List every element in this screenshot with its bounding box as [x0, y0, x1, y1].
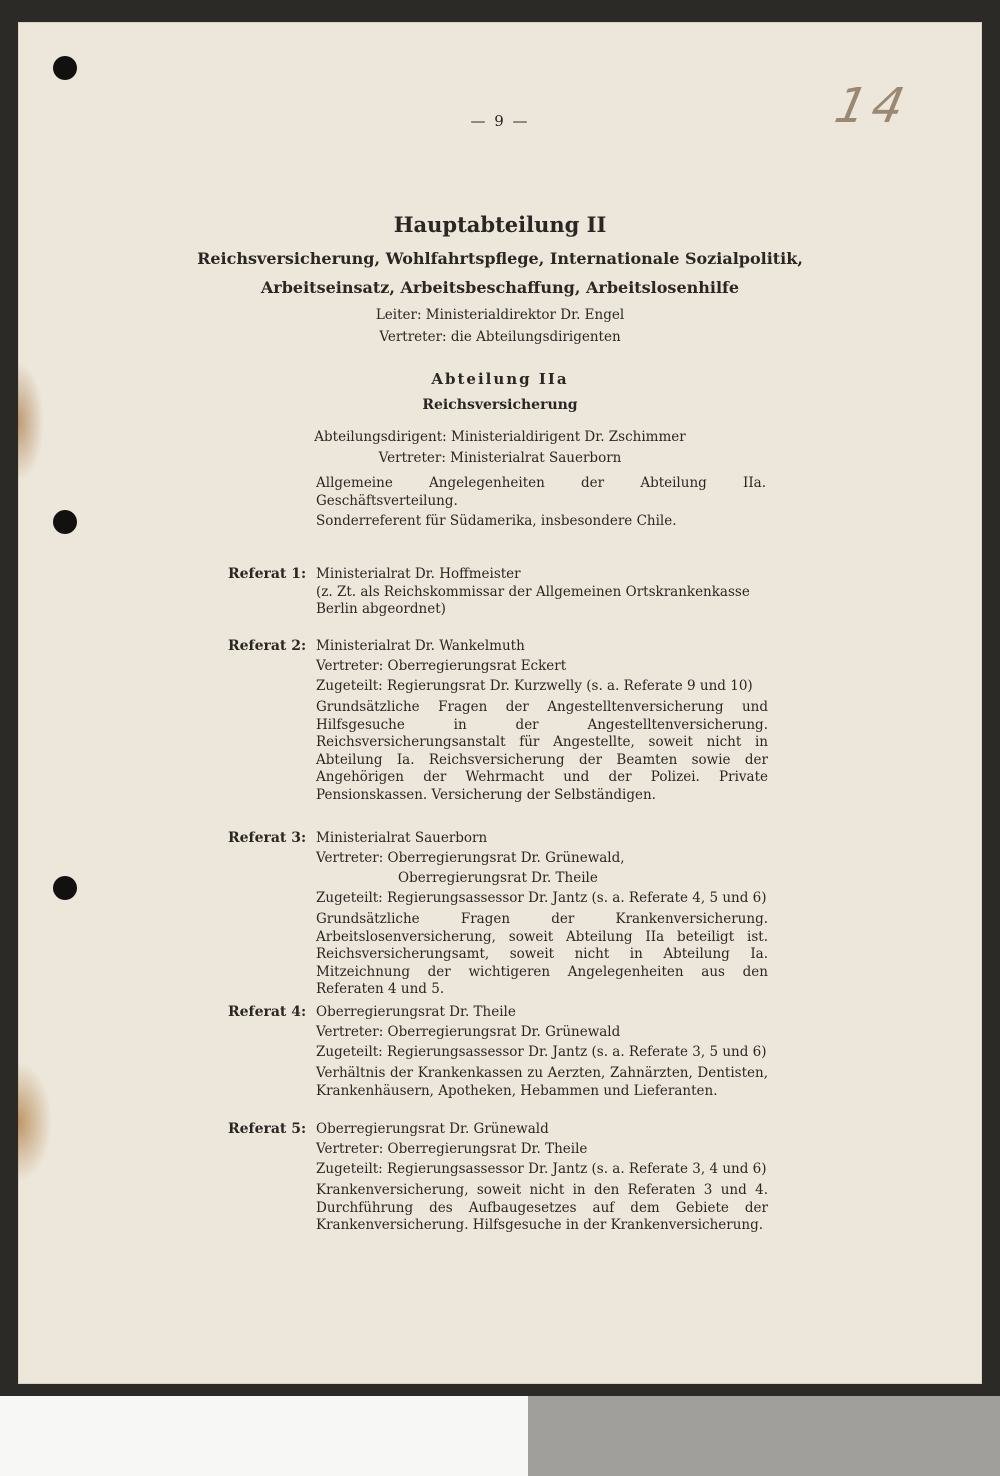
section-title: Hauptabteilung II	[393, 212, 607, 237]
referat-vertreter: Vertreter: Oberregierungsrat Dr. Theile	[316, 1141, 588, 1157]
referat-label: Referat 2:	[228, 638, 307, 654]
section-subtitle	[0, 244, 1000, 302]
subtitle-line: Arbeitseinsatz, Arbeitsbeschaffung, Arbeitslosenhilfe	[260, 278, 740, 297]
referat-block	[316, 1002, 768, 1100]
intro-paragraph: Sonderreferent für Südamerika, insbesondere Chile.	[316, 513, 677, 529]
referat-label: Referat 1:	[228, 566, 307, 582]
referat-vertreter: Oberregierungsrat Dr. Theile	[398, 870, 598, 886]
punch-hole	[53, 56, 77, 80]
color-reference-gray	[528, 1396, 1000, 1476]
vertreter-line: Vertreter: die Abteilungsdirigenten	[379, 329, 621, 345]
handwritten-page-mark: 14	[830, 78, 916, 134]
department-director	[0, 427, 1000, 469]
referat-head: Oberregierungsrat Dr. Grünewald	[316, 1121, 549, 1137]
referat-vertreter: Vertreter: Oberregierungsrat Dr. Grünewald	[316, 1024, 621, 1040]
intro-paragraph: Allgemeine Angelegenheiten der Abteilung IIa. Geschäftsverteilung.	[316, 475, 766, 509]
burn-stain	[18, 1062, 52, 1182]
referat-zugeteilt: Zugeteilt: Regierungsassessor Dr. Jantz (s. a. Referate 3, 4 und 6)	[316, 1161, 767, 1177]
color-reference-white	[0, 1396, 528, 1476]
subtitle-line: Reichsversicherung, Wohlfahrtspflege, Internationale Sozialpolitik,	[197, 249, 803, 268]
referat-label: Referat 5:	[228, 1121, 307, 1137]
dirigent-line: Abteilungsdirigent: Ministerialdirigent Dr. Zschimmer	[314, 429, 686, 445]
referat-note: (z. Zt. als Reichskommissar der Allgemeinen Ortskrankenkasse	[316, 584, 750, 600]
dirigent-vertreter-line: Vertreter: Ministerialrat Sauerborn	[378, 450, 622, 466]
referat-head: Ministerialrat Dr. Hoffmeister	[316, 566, 521, 582]
referat-block	[316, 828, 768, 999]
department-heading: Abteilung IIa	[431, 370, 569, 388]
referat-description: Grundsätzliche Fragen der Krankenversicherung. Arbeitslosenversicherung, soweit Abteilung IIa beteiligt ist. Reichsversicherungsamt, soweit nicht in Abteilung Ia. Mitzeichnung der wichtigeren Angelegenheiten aus den Referaten 4 und 5.	[316, 911, 768, 997]
leadership	[0, 304, 1000, 348]
referat-block	[316, 636, 768, 804]
page-number: — 9 —	[470, 112, 530, 130]
referat-head: Ministerialrat Sauerborn	[316, 830, 488, 846]
referat-description: Verhältnis der Krankenkassen zu Aerzten, Zahnärzten, Dentisten, Krankenhäusern, Apotheken, Hebammen und Lieferanten.	[316, 1065, 768, 1099]
referat-head: Oberregierungsrat Dr. Theile	[316, 1004, 516, 1020]
leiter-line: Leiter: Ministerialdirektor Dr. Engel	[375, 307, 625, 323]
referat-label: Referat 4:	[228, 1004, 307, 1020]
referat-zugeteilt: Zugeteilt: Regierungsassessor Dr. Jantz (s. a. Referate 3, 5 und 6)	[316, 1044, 767, 1060]
referat-block	[316, 1119, 768, 1235]
punch-hole	[53, 510, 77, 534]
referat-description: Krankenversicherung, soweit nicht in den Referaten 3 und 4. Durchführung des Aufbaugesetzes auf dem Gebiete der Krankenversicherung. Hilfsgesuche in der Krankenversicherung.	[316, 1182, 768, 1233]
referat-description: Grundsätzliche Fragen der Angestelltenversicherung und Hilfsgesuche in der Angestelltenversicherung. Reichsversicherungsanstalt für Angestellte, soweit nicht in Abteilung Ia. Reichsversicherung der Beamten sowie der Angehörigen der Wehrmacht und der Polizei. Private Pensionskassen. Versicherung der Selbständigen.	[316, 699, 768, 803]
referat-note: Berlin abgeordnet)	[316, 601, 446, 617]
referat-block	[316, 564, 768, 618]
referat-label: Referat 3:	[228, 830, 307, 846]
referat-zugeteilt: Zugeteilt: Regierungsrat Dr. Kurzwelly (s. a. Referate 9 und 10)	[316, 678, 753, 694]
punch-hole	[53, 876, 77, 900]
referat-head: Ministerialrat Dr. Wankelmuth	[316, 638, 525, 654]
referat-vertreter: Vertreter: Oberregierungsrat Eckert	[316, 658, 567, 674]
referat-zugeteilt: Zugeteilt: Regierungsassessor Dr. Jantz (s. a. Referate 4, 5 und 6)	[316, 890, 767, 906]
referat-vertreter: Vertreter: Oberregierungsrat Dr. Grünewald,	[316, 850, 625, 866]
department-name: Reichsversicherung	[422, 397, 578, 413]
